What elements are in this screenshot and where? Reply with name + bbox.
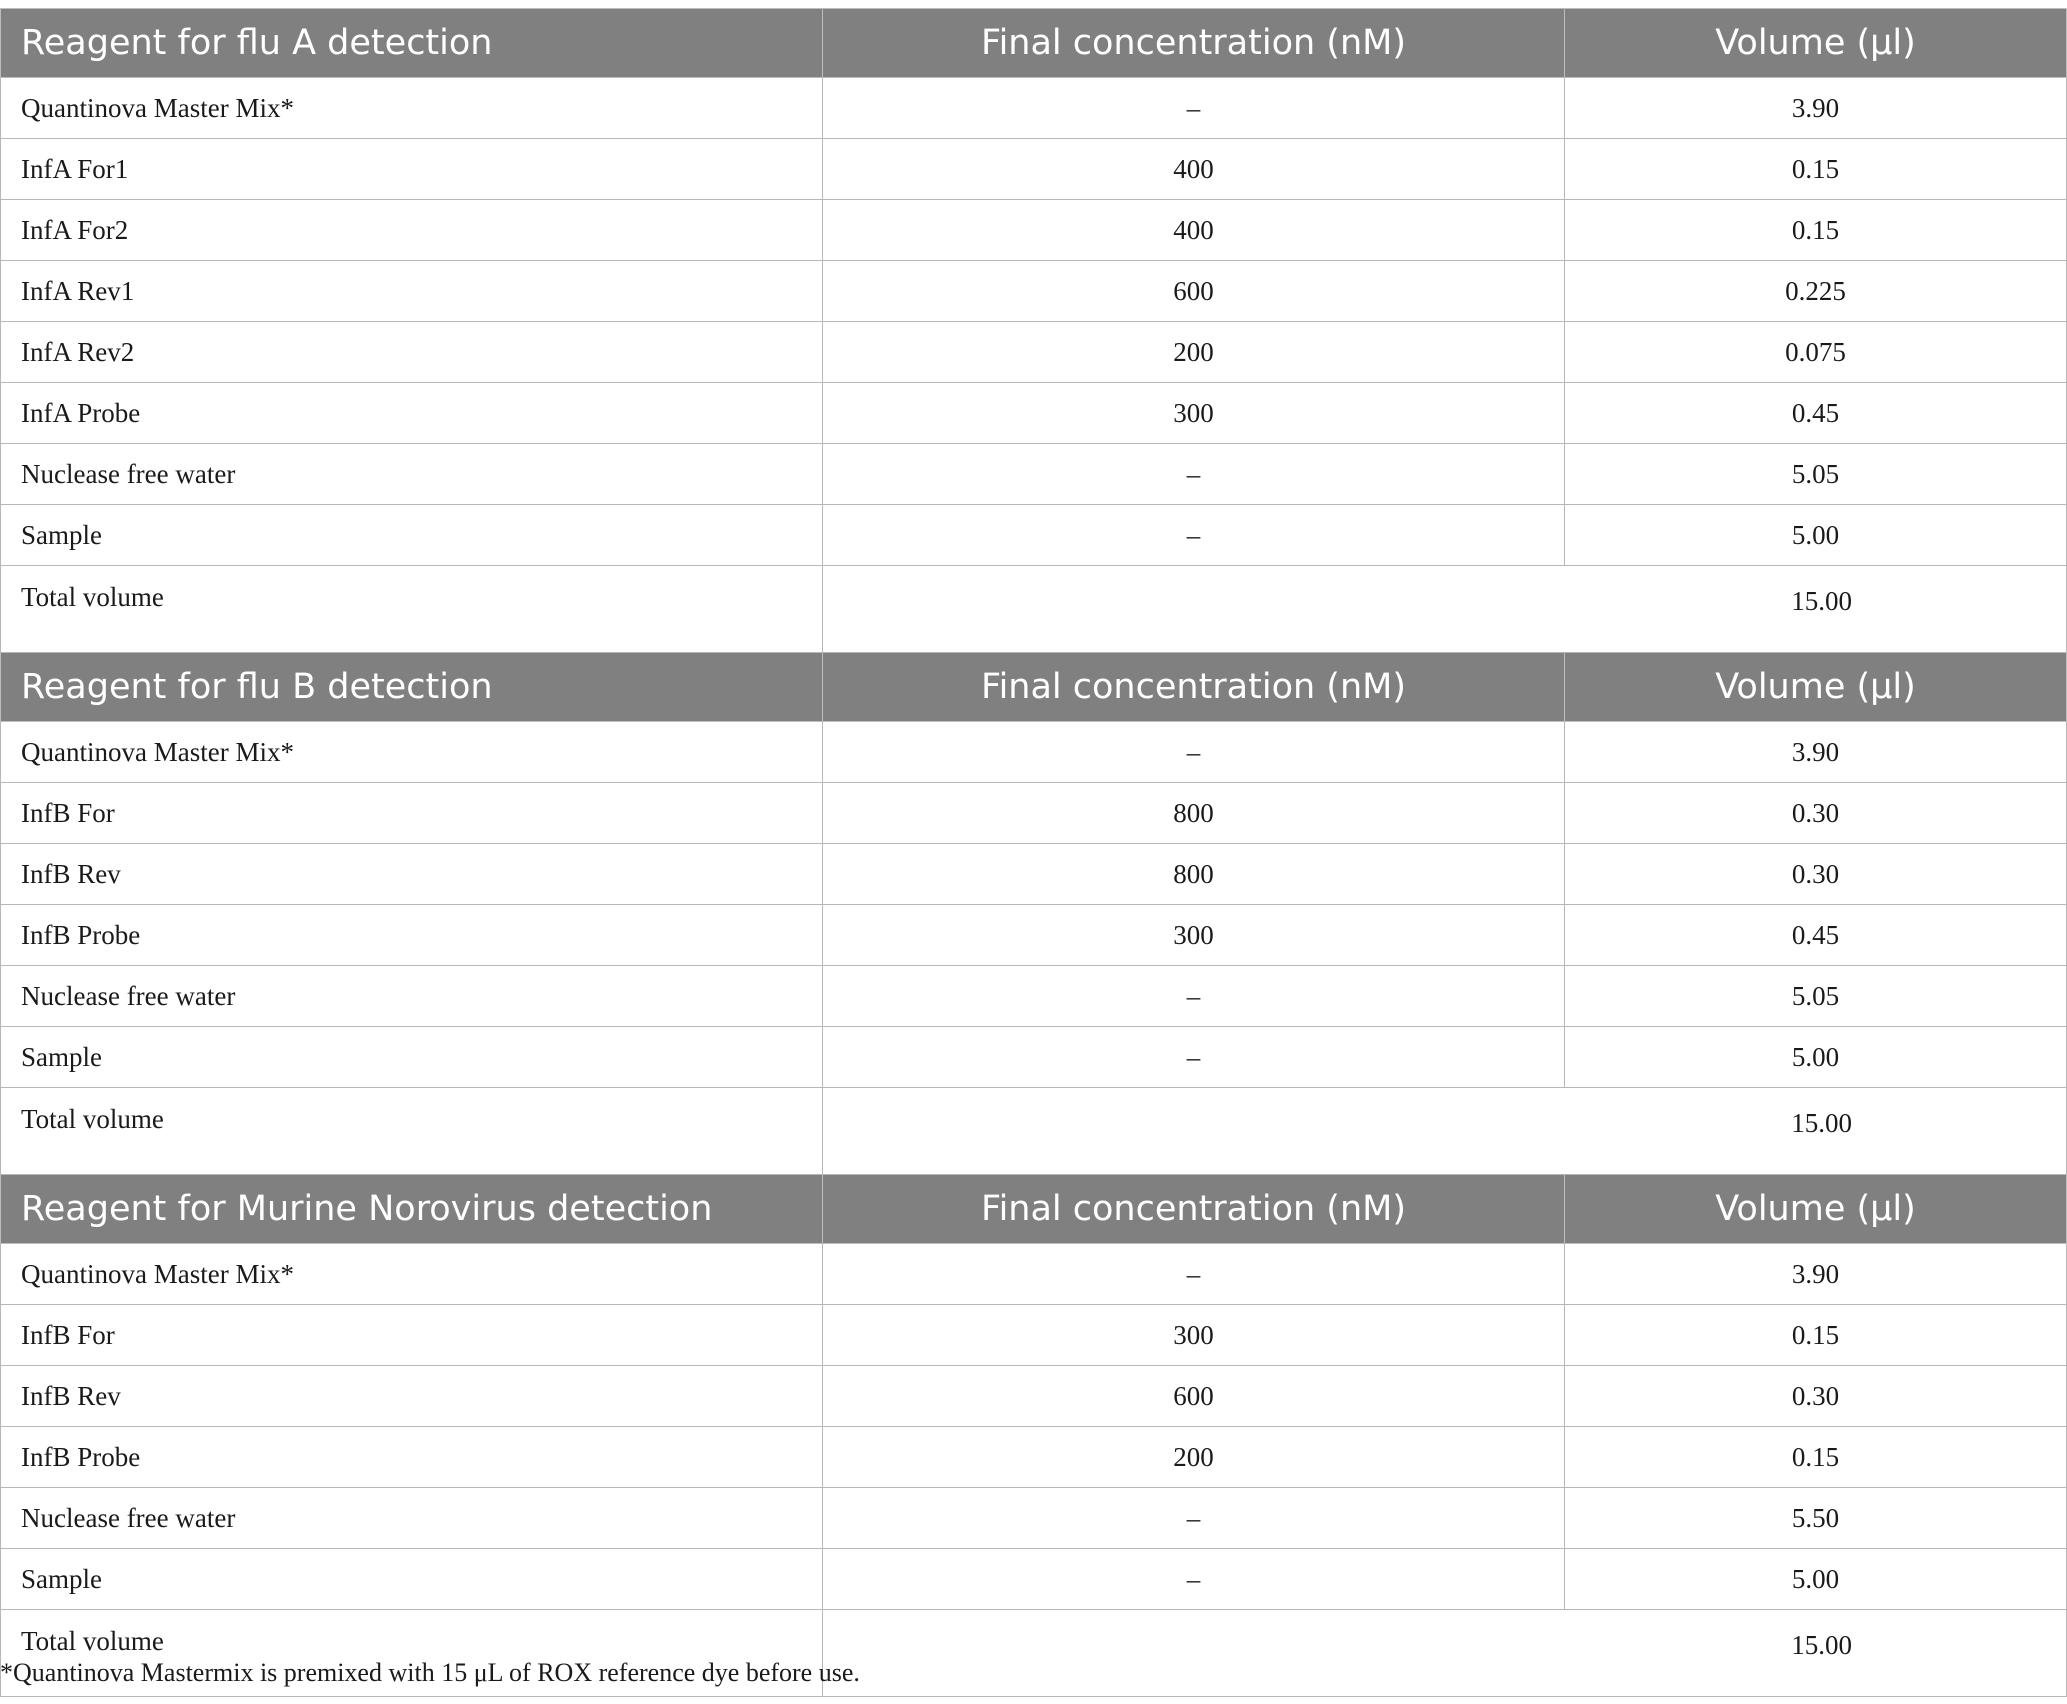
reagent-name-cell: Nuclease free water (1, 444, 823, 505)
total-label-cell: Total volume (1, 566, 823, 653)
reagent-table (0, 8, 2067, 1697)
volume-cell: 0.30 (1565, 844, 2067, 905)
reagent-name-cell: Nuclease free water (1, 966, 823, 1027)
concentration-cell: 400 (823, 200, 1565, 261)
table-row (1, 844, 2067, 905)
reagent-name-cell: InfB Probe (1, 1427, 823, 1488)
table-row (1, 1366, 2067, 1427)
reagent-name-cell: Sample (1, 1549, 823, 1610)
concentration-cell: – (823, 1027, 1565, 1088)
table-row (1, 1027, 2067, 1088)
reagent-column-header: Reagent for flu A detection (1, 9, 823, 78)
concentration-cell: – (823, 505, 1565, 566)
total-row (1, 566, 2067, 653)
table-row (1, 139, 2067, 200)
table-row (1, 200, 2067, 261)
volume-cell: 0.45 (1565, 383, 2067, 444)
volume-cell: 0.15 (1565, 1427, 2067, 1488)
reagent-name-cell: Quantinova Master Mix* (1, 722, 823, 783)
volume-cell: 0.225 (1565, 261, 2067, 322)
reagent-document (0, 8, 2066, 1697)
volume-cell: 5.00 (1565, 505, 2067, 566)
volume-cell: 5.50 (1565, 1488, 2067, 1549)
reagent-name-cell: InfB Probe (1, 905, 823, 966)
volume-cell: 5.05 (1565, 966, 2067, 1027)
reagent-column-header: Reagent for Murine Norovirus detection (1, 1175, 823, 1244)
volume-cell: 0.15 (1565, 139, 2067, 200)
total-value-cell: 15.00 (823, 566, 2067, 653)
reagent-name-cell: InfA For2 (1, 200, 823, 261)
table-row (1, 383, 2067, 444)
volume-cell: 0.075 (1565, 322, 2067, 383)
table-row (1, 1488, 2067, 1549)
concentration-cell: 200 (823, 1427, 1565, 1488)
volume-cell: 5.05 (1565, 444, 2067, 505)
table-row (1, 322, 2067, 383)
table-row (1, 1305, 2067, 1366)
table-row (1, 966, 2067, 1027)
reagent-name-cell: Sample (1, 505, 823, 566)
section-header-row (1, 9, 2067, 78)
volume-cell: 3.90 (1565, 722, 2067, 783)
reagent-name-cell: InfA For1 (1, 139, 823, 200)
reagent-column-header: Reagent for flu B detection (1, 653, 823, 722)
concentration-cell: – (823, 1244, 1565, 1305)
table-row (1, 78, 2067, 139)
table-row (1, 505, 2067, 566)
concentration-cell: – (823, 966, 1565, 1027)
concentration-cell: 300 (823, 905, 1565, 966)
reagent-name-cell: Quantinova Master Mix* (1, 78, 823, 139)
table-row (1, 261, 2067, 322)
concentration-cell: 800 (823, 844, 1565, 905)
total-label-cell: Total volume (1, 1610, 823, 1697)
total-value-cell: 15.00 (823, 1610, 2067, 1697)
reagent-name-cell: InfB Rev (1, 1366, 823, 1427)
concentration-cell: 600 (823, 1366, 1565, 1427)
concentration-cell: – (823, 444, 1565, 505)
concentration-cell: 200 (823, 322, 1565, 383)
table-row (1, 722, 2067, 783)
concentration-cell: 600 (823, 261, 1565, 322)
concentration-cell: 400 (823, 139, 1565, 200)
section-header-row (1, 653, 2067, 722)
volume-cell: 0.45 (1565, 905, 2067, 966)
concentration-cell: – (823, 1549, 1565, 1610)
volume-cell: 0.30 (1565, 783, 2067, 844)
volume-cell: 3.90 (1565, 1244, 2067, 1305)
volume-cell: 0.15 (1565, 200, 2067, 261)
reagent-name-cell: Sample (1, 1027, 823, 1088)
table-row (1, 905, 2067, 966)
reagent-name-cell: InfA Probe (1, 383, 823, 444)
section-header-row (1, 1175, 2067, 1244)
total-label-cell: Total volume (1, 1088, 823, 1175)
volume-column-header: Volume (μl) (1565, 9, 2067, 78)
table-row (1, 1427, 2067, 1488)
table-row (1, 1244, 2067, 1305)
concentration-cell: 300 (823, 383, 1565, 444)
table-footnote: *Quantinova Mastermix is premixed with 15 μL of ROX reference dye before use. (0, 1658, 860, 1687)
concentration-cell: – (823, 1488, 1565, 1549)
reagent-name-cell: InfB Rev (1, 844, 823, 905)
concentration-cell: 300 (823, 1305, 1565, 1366)
reagent-name-cell: Quantinova Master Mix* (1, 1244, 823, 1305)
table-row (1, 1549, 2067, 1610)
volume-cell: 5.00 (1565, 1549, 2067, 1610)
concentration-cell: 800 (823, 783, 1565, 844)
volume-column-header: Volume (μl) (1565, 1175, 2067, 1244)
concentration-cell: – (823, 78, 1565, 139)
concentration-column-header: Final concentration (nM) (823, 9, 1565, 78)
volume-cell: 5.00 (1565, 1027, 2067, 1088)
reagent-name-cell: InfA Rev1 (1, 261, 823, 322)
reagent-name-cell: InfA Rev2 (1, 322, 823, 383)
reagent-name-cell: InfB For (1, 1305, 823, 1366)
concentration-column-header: Final concentration (nM) (823, 1175, 1565, 1244)
volume-cell: 0.15 (1565, 1305, 2067, 1366)
table-row (1, 783, 2067, 844)
concentration-column-header: Final concentration (nM) (823, 653, 1565, 722)
total-value-cell: 15.00 (823, 1088, 2067, 1175)
table-row (1, 444, 2067, 505)
volume-cell: 0.30 (1565, 1366, 2067, 1427)
reagent-name-cell: Nuclease free water (1, 1488, 823, 1549)
concentration-cell: – (823, 722, 1565, 783)
reagent-name-cell: InfB For (1, 783, 823, 844)
volume-column-header: Volume (μl) (1565, 653, 2067, 722)
volume-cell: 3.90 (1565, 78, 2067, 139)
total-row (1, 1088, 2067, 1175)
